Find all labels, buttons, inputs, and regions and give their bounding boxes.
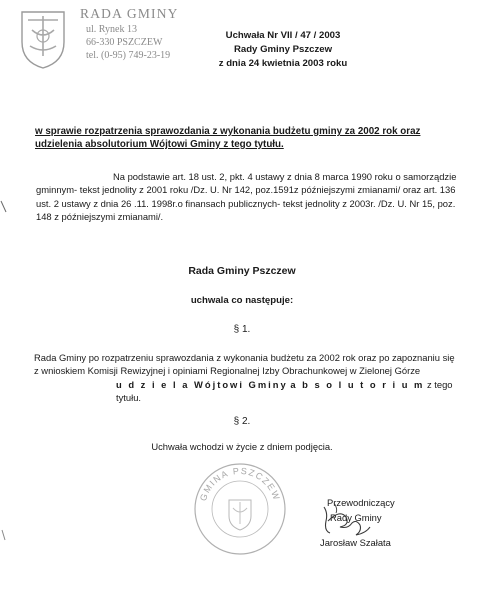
section-1-text: [34, 351, 470, 405]
resolution-date: z dnia 24 kwietnia 2003 roku: [218, 58, 348, 69]
section-1-line-1: Rada Gminy po rozpatrzeniu sprawozdania z wykonania budżetu za 2002 rok oraz po zapoznaniu się: [34, 352, 455, 363]
absolutorium-word: a b s o l u t o r i u m: [290, 378, 425, 390]
svg-text:GMINA PSZCZEW: [198, 466, 282, 502]
seal-text: GMINA PSZCZEW: [197, 465, 283, 503]
section-1-line-3: [34, 378, 470, 405]
section-2-sign: § 2.: [233, 416, 251, 427]
margin-mark-icon: [0, 528, 10, 542]
margin-mark-icon: [0, 200, 10, 214]
section-1-sign: § 1.: [233, 324, 251, 335]
section-2-text: Uchwała wchodzi w życie z dniem podjęcia.: [151, 441, 333, 452]
signatory-role: Przewodniczący: [327, 497, 395, 508]
council-name: Rada Gminy Pszczew: [188, 265, 296, 277]
section-1-line-2: z wnioskiem Komisji Rewizyjnej i opiniami Regionalnej Izby Obrachunkowej w Zielonej Górze: [34, 365, 421, 377]
letterhead-street: ul. Rynek 13: [86, 24, 137, 35]
letterhead-name: RADA GMINY: [80, 6, 179, 21]
handwritten-signature-icon: [318, 503, 378, 543]
resolution-number: Uchwała Nr VII / 47 / 2003: [225, 30, 341, 41]
resolution-subject: w sprawie rozpatrzenia sprawozdania z wykonania budżetu gminy za 2002 rok oraz udzielenia absolutorium Wójtowi Gminy z tego tytułu.: [35, 126, 421, 150]
grants-phrase: u d z i e l a Wójtowi Gminy: [116, 378, 288, 390]
official-seal-icon: [193, 462, 287, 556]
resolves-phrase: uchwala co następuje:: [190, 295, 294, 306]
signatory-name: Jarosław Szałata: [320, 537, 391, 548]
section-1-tail: z tego tytułu.: [116, 378, 453, 404]
legal-basis: Na podstawie art. 18 ust. 2, pkt. 4 ustawy z dnia 8 marca 1990 roku o samorządzie gminnym- tekst jednolity z 2001 roku /Dz. U. Nr 142, poz.1591z późniejszymi zmianami/ oraz art. 136 ust. 2 ustawy z dnia 26 .11. 1998r.o finansach publicznych- tekst jednolity z 2003r. /Dz. U. Nr 15, poz. 148 z późniejszymi zmianami/.: [36, 171, 457, 223]
letterhead-phone: tel. (0-95) 749-23-19: [86, 50, 171, 61]
letterhead-city: 66-330 PSZCZEW: [86, 37, 163, 48]
resolution-body: Rady Gminy Pszczew: [233, 44, 333, 55]
signatory-body: Rady Gminy: [330, 512, 382, 523]
coat-of-arms-icon: [8, 6, 78, 72]
